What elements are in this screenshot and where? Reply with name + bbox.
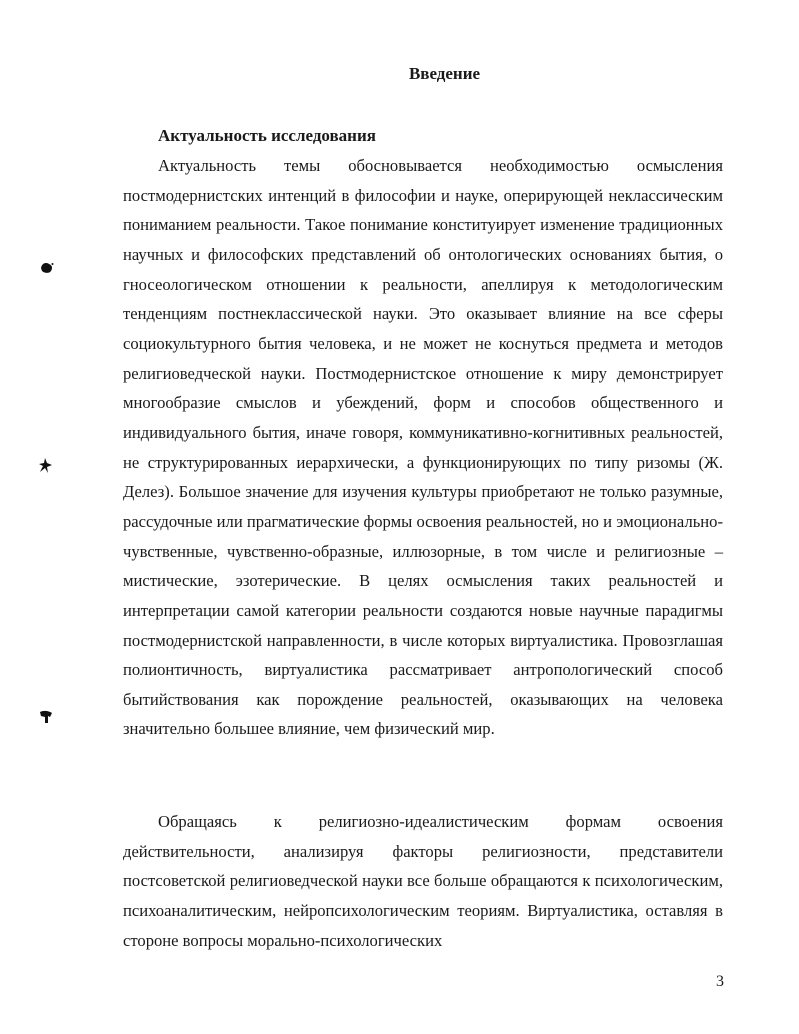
page-number: 3: [716, 973, 724, 990]
section-title: Актуальность исследования: [158, 126, 376, 145]
body-paragraph-1: Актуальность темы обосновывается необходимостью осмысления постмодернистских интенций в философии и науке, оперирующей неклассическим пониманием реальности. Такое понимание конституирует изменение традиционных научных и философских представлений об онтологических основаниях бытия, о гносеологическом отношении к реальности, апеллируя к методологическим тенденциям постнеклассической науки. Это оказывает влияние на все сферы социокультурного бытия человека, и не может не коснуться предмета и методов религиоведческой науки. Постмодернистское отношение к миру демонстрирует многообразие смыслов и убеждений, форм и способов общественного и индивидуального бытия, иначе говоря, коммуникативно-когнитивных реальностей, не структурированных иерархически, а функционирующих по типу ризомы (Ж. Делез). Большое значение для изучения культуры приобретают не только разумные, рассудочные или прагматические формы освоения реальностей, но и эмоционально-чувственные, чувственно-образные, иллюзорные, в том числе и религиозные – мистические, эзотерические. В целях осмысления таких реальностей и интерпретации самой категории реальности создаются новые научные парадигмы постмодернистской направленности, в числе которых виртуалистика. Провозглашая полионтичность, виртуалистика рассматривает антропологический способ бытийствования как порождение реальностей, оказывающих на человека значительно большее влияние, чем физический мир.: [123, 156, 723, 739]
body-paragraph-2: Обращаясь к религиозно-идеалистическим формам освоения действительности, анализируя факторы религиозности, представители постсоветской религиоведческой науки все больше обращаются к психологическим, психоаналитическим, нейропсихологическим теориям. Виртуалистика, оставляя в стороне вопросы морально-психологических: [123, 812, 723, 950]
ink-blot-icon: [40, 262, 54, 278]
page-title: Введение: [408, 64, 481, 83]
ink-blot-icon: [39, 710, 53, 728]
ink-blot-icon: [39, 458, 53, 478]
